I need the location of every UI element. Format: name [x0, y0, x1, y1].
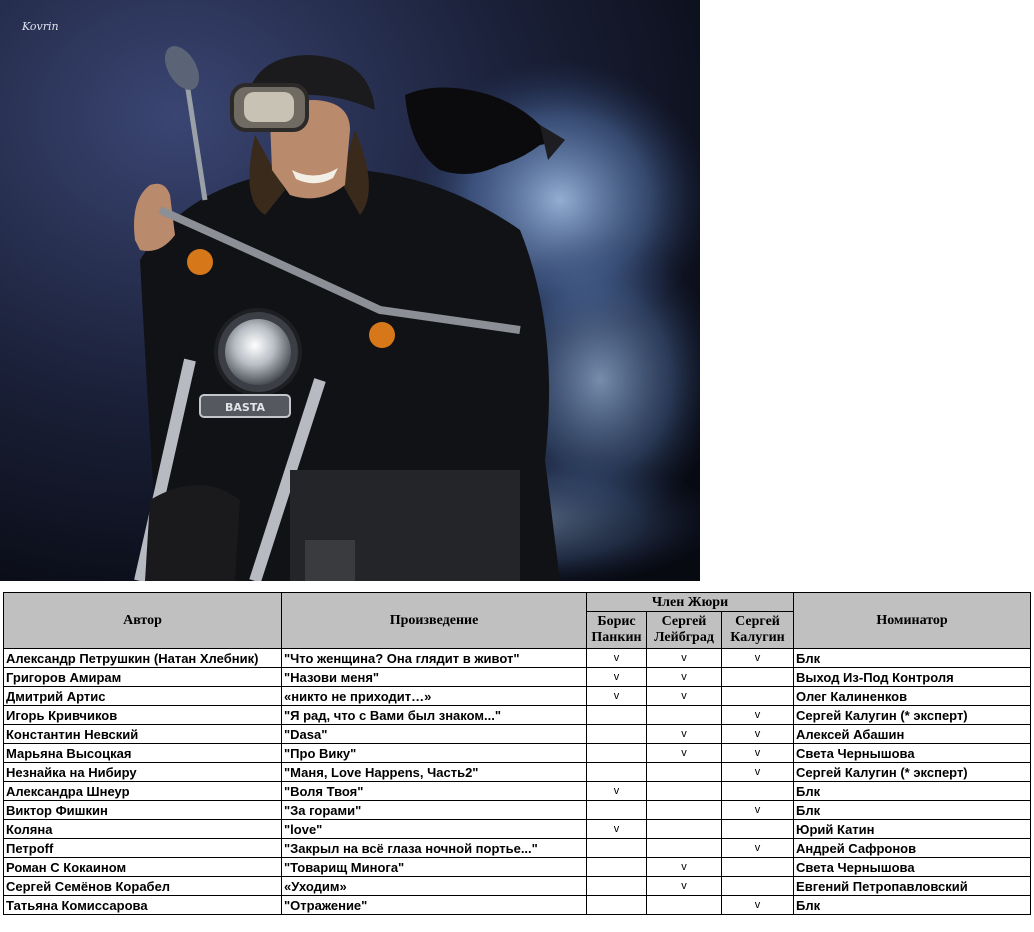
- cell-nominator: Выход Из-Под Контроля: [794, 668, 1031, 687]
- cell-author: Игорь Кривчиков: [4, 706, 282, 725]
- table-row: [4, 801, 1031, 820]
- header-nominator: Номинатор: [794, 593, 1031, 649]
- cell-vote-leibgrad: [647, 896, 722, 915]
- cell-vote-leibgrad: [647, 820, 722, 839]
- cell-nominator: Блк: [794, 649, 1031, 668]
- cell-vote-kalugin: [722, 858, 794, 877]
- brand-plate-text: BASTA: [225, 401, 265, 414]
- cell-vote-kalugin: [722, 820, 794, 839]
- cell-vote-pankin: [587, 725, 647, 744]
- table-row: [4, 782, 1031, 801]
- cell-vote-pankin: v: [587, 668, 647, 687]
- table-row: [4, 725, 1031, 744]
- cell-author: Коляна: [4, 820, 282, 839]
- cell-vote-leibgrad: v: [647, 744, 722, 763]
- cell-vote-leibgrad: v: [647, 668, 722, 687]
- cell-nominator: Олег Калиненков: [794, 687, 1031, 706]
- cell-author: Незнайка на Нибиру: [4, 763, 282, 782]
- header-author: Автор: [4, 593, 282, 649]
- cell-vote-kalugin: v: [722, 744, 794, 763]
- cell-vote-leibgrad: v: [647, 858, 722, 877]
- cell-author: Петроff: [4, 839, 282, 858]
- biker-illustration: [0, 0, 700, 581]
- cell-vote-pankin: v: [587, 820, 647, 839]
- table-row: [4, 763, 1031, 782]
- cell-author: Сергей Семёнов Корабел: [4, 877, 282, 896]
- cell-vote-pankin: [587, 839, 647, 858]
- cell-author: Татьяна Комиссарова: [4, 896, 282, 915]
- header-jury-leibgrad: Сергей Лейбград: [647, 612, 722, 649]
- table-row: [4, 839, 1031, 858]
- cell-work: "Назови меня": [282, 668, 587, 687]
- cell-nominator: Блк: [794, 801, 1031, 820]
- cell-author: Дмитрий Артис: [4, 687, 282, 706]
- table-row: [4, 820, 1031, 839]
- cell-author: Александра Шнеур: [4, 782, 282, 801]
- cell-vote-pankin: [587, 858, 647, 877]
- cell-work: "love": [282, 820, 587, 839]
- cell-vote-kalugin: [722, 782, 794, 801]
- turn-signal-right: [369, 322, 395, 348]
- cell-vote-pankin: [587, 763, 647, 782]
- cell-nominator: Андрей Сафронов: [794, 839, 1031, 858]
- cell-vote-kalugin: [722, 687, 794, 706]
- cell-work: "Закрыл на всё глаза ночной портье...": [282, 839, 587, 858]
- cell-vote-kalugin: v: [722, 649, 794, 668]
- cell-vote-pankin: v: [587, 649, 647, 668]
- cell-vote-kalugin: v: [722, 839, 794, 858]
- cell-vote-kalugin: [722, 877, 794, 896]
- cell-author: Константин Невский: [4, 725, 282, 744]
- header-jury-group: Член Жюри: [587, 593, 794, 612]
- jury-results-table: [3, 592, 1031, 915]
- cell-work: "Маня, Love Happens, Часть2": [282, 763, 587, 782]
- header-work: Произведение: [282, 593, 587, 649]
- table-row: [4, 649, 1031, 668]
- cell-vote-leibgrad: [647, 763, 722, 782]
- cell-vote-pankin: [587, 877, 647, 896]
- cell-vote-leibgrad: v: [647, 687, 722, 706]
- cell-vote-leibgrad: v: [647, 649, 722, 668]
- table-row: [4, 896, 1031, 915]
- cell-vote-pankin: [587, 896, 647, 915]
- table-row: [4, 687, 1031, 706]
- cell-vote-kalugin: [722, 668, 794, 687]
- cell-author: Григоров Амирам: [4, 668, 282, 687]
- table-row: [4, 858, 1031, 877]
- cell-vote-leibgrad: [647, 706, 722, 725]
- cell-nominator: Юрий Катин: [794, 820, 1031, 839]
- cell-vote-leibgrad: v: [647, 877, 722, 896]
- table-row: [4, 706, 1031, 725]
- table-row: [4, 668, 1031, 687]
- cell-author: Александр Петрушкин (Натан Хлебник): [4, 649, 282, 668]
- cell-vote-pankin: [587, 801, 647, 820]
- cell-nominator: Света Чернышова: [794, 858, 1031, 877]
- cell-vote-kalugin: v: [722, 706, 794, 725]
- cell-nominator: Света Чернышова: [794, 744, 1031, 763]
- cell-author: Роман С Кокаином: [4, 858, 282, 877]
- cell-work: "Товарищ Минога": [282, 858, 587, 877]
- cell-vote-leibgrad: v: [647, 725, 722, 744]
- cell-work: "Отражение": [282, 896, 587, 915]
- cell-work: "Что женщина? Она глядит в живот": [282, 649, 587, 668]
- cell-author: Виктор Фишкин: [4, 801, 282, 820]
- cell-vote-leibgrad: [647, 801, 722, 820]
- front-tire: [145, 485, 240, 581]
- table-row: [4, 744, 1031, 763]
- header-jury-kalugin: Сергей Калугин: [722, 612, 794, 649]
- table-row: [4, 877, 1031, 896]
- cell-nominator: Алексей Абашин: [794, 725, 1031, 744]
- header-jury-pankin: Борис Панкин: [587, 612, 647, 649]
- cell-vote-pankin: [587, 744, 647, 763]
- cell-work: "Воля Твоя": [282, 782, 587, 801]
- cell-work: «никто не приходит…»: [282, 687, 587, 706]
- cell-nominator: Сергей Калугин (* эксперт): [794, 706, 1031, 725]
- cell-work: "Я рад, что с Вами был знаком...": [282, 706, 587, 725]
- cell-author: Марьяна Высоцкая: [4, 744, 282, 763]
- cell-work: "Про Вику": [282, 744, 587, 763]
- cell-work: "За горами": [282, 801, 587, 820]
- cell-vote-leibgrad: [647, 839, 722, 858]
- cell-vote-pankin: v: [587, 782, 647, 801]
- cell-work: «Уходим»: [282, 877, 587, 896]
- cell-vote-pankin: v: [587, 687, 647, 706]
- cell-nominator: Евгений Петропавловский: [794, 877, 1031, 896]
- cell-vote-kalugin: v: [722, 725, 794, 744]
- cell-nominator: Блк: [794, 896, 1031, 915]
- cell-vote-leibgrad: [647, 782, 722, 801]
- cell-vote-kalugin: v: [722, 896, 794, 915]
- turn-signal-left: [187, 249, 213, 275]
- cell-vote-kalugin: v: [722, 801, 794, 820]
- cell-vote-pankin: [587, 706, 647, 725]
- photographer-signature: Kovrin: [22, 20, 59, 33]
- biker-photo: [0, 0, 700, 581]
- cell-work: "Dasa": [282, 725, 587, 744]
- cell-nominator: Блк: [794, 782, 1031, 801]
- cell-nominator: Сергей Калугин (* эксперт): [794, 763, 1031, 782]
- cell-vote-kalugin: v: [722, 763, 794, 782]
